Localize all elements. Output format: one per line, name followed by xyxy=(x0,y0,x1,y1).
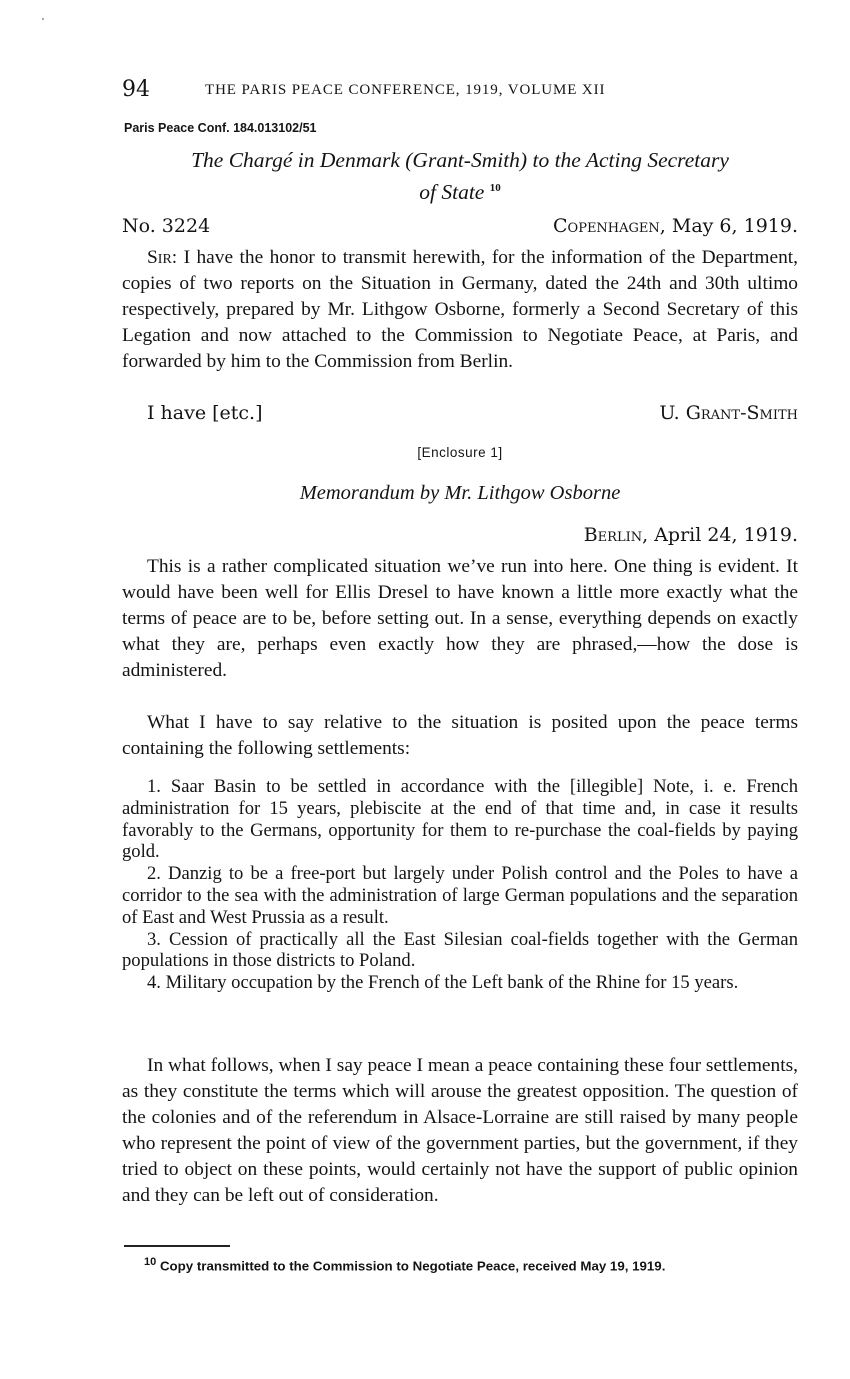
memo-place-date: Berlin, April 24, 1919. xyxy=(583,524,798,546)
footnote-divider xyxy=(124,1245,230,1247)
memo-paragraph-2: What I have to say relative to the situation is posited upon the peace terms containing the following settlements: xyxy=(122,712,798,759)
letter-closing: I have [etc.] xyxy=(147,402,263,424)
memo-title: Memorandum by Mr. Lithgow Osborne xyxy=(299,482,621,504)
running-head: THE PARIS PEACE CONFERENCE, 1919, VOLUME XII xyxy=(205,82,606,98)
footnote-text: Copy transmitted to the Commission to Negotiate Peace, received May 19, 1919. xyxy=(156,1258,666,1274)
memo-paragraph-1: This is a rather complicated situation we’ve run into here. One thing is evident. It would have been well for Ellis Dresel to have known a little more exactly what the terms of peace are to be, before setting out. In a sense, everything depends on exactly what they are, perhaps even exactly how they are phrased,—how the dose is administered. xyxy=(122,556,798,681)
footnote-marker: 10 xyxy=(144,1256,157,1268)
list-item: 1. Saar Basin to be settled in accordance with the [illegible] Note, i. e. French administration for 15 years, plebiscite at the end of that time and, in case it results favorably to the Germans, opportunity for them to re-purchase the coal-fields by paying gold. xyxy=(122,776,798,863)
footnote xyxy=(144,1256,800,1273)
list-item: 3. Cession of practically all the East Silesian coal-fields together with the German populations in those districts to Poland. xyxy=(122,928,798,972)
salutation: Sir xyxy=(147,247,172,268)
memo-paragraph-3: In what follows, when I say peace I mean a peace containing these four settlements, as they constitute the terms which will arouse the greatest opposition. The question of the colonies and of the referendum in Alsace-Lorraine are still raised by many people who represent the point of view of the government parties, but the government, if they tried to object on these points, would certainly not have the support of public opinion and they can be left out of consideration. xyxy=(122,1055,798,1206)
list-item: 4. Military occupation by the French of the Left bank of the Rhine for 15 years. xyxy=(147,972,739,994)
document-title xyxy=(122,146,798,206)
file-reference: Paris Peace Conf. 184.013102/51 xyxy=(124,121,317,135)
document-title-line2: of State $^{10}$ xyxy=(419,180,501,205)
page-number: 94 xyxy=(122,77,150,102)
page-header xyxy=(122,77,798,105)
letter-place-date: Copenhagen, May 6, 1919. xyxy=(553,215,798,237)
settlements-list xyxy=(122,776,798,994)
scan-speck xyxy=(42,18,44,20)
signature: U. Grant-Smith xyxy=(659,402,798,424)
letter-number: No. 3224 xyxy=(122,215,211,237)
document-title-line1: The Chargé in Denmark (Grant-Smith) to the Acting Secretary xyxy=(191,148,729,172)
list-item: 2. Danzig to be a free-port but largely under Polish control and the Poles to have a corridor to the sea with the administration of large German populations and the separation of East and West Prussia as a result. xyxy=(122,863,798,928)
footnote-ref: 10 xyxy=(489,182,501,194)
enclosure-label: [Enclosure 1] xyxy=(417,445,503,460)
letter-body: Sir: I have the honor to transmit herewith, for the information of the Department, copies of two reports on the Situation in Germany, dated the 24th and 30th ultimo respectively, prepared by Mr. Lithgow Osborne, formerly a Second Secretary of this Legation and now attached to the Commission to Negotiate Peace, at Paris, and forwarded by him to the Commission from Berlin. xyxy=(122,247,798,372)
